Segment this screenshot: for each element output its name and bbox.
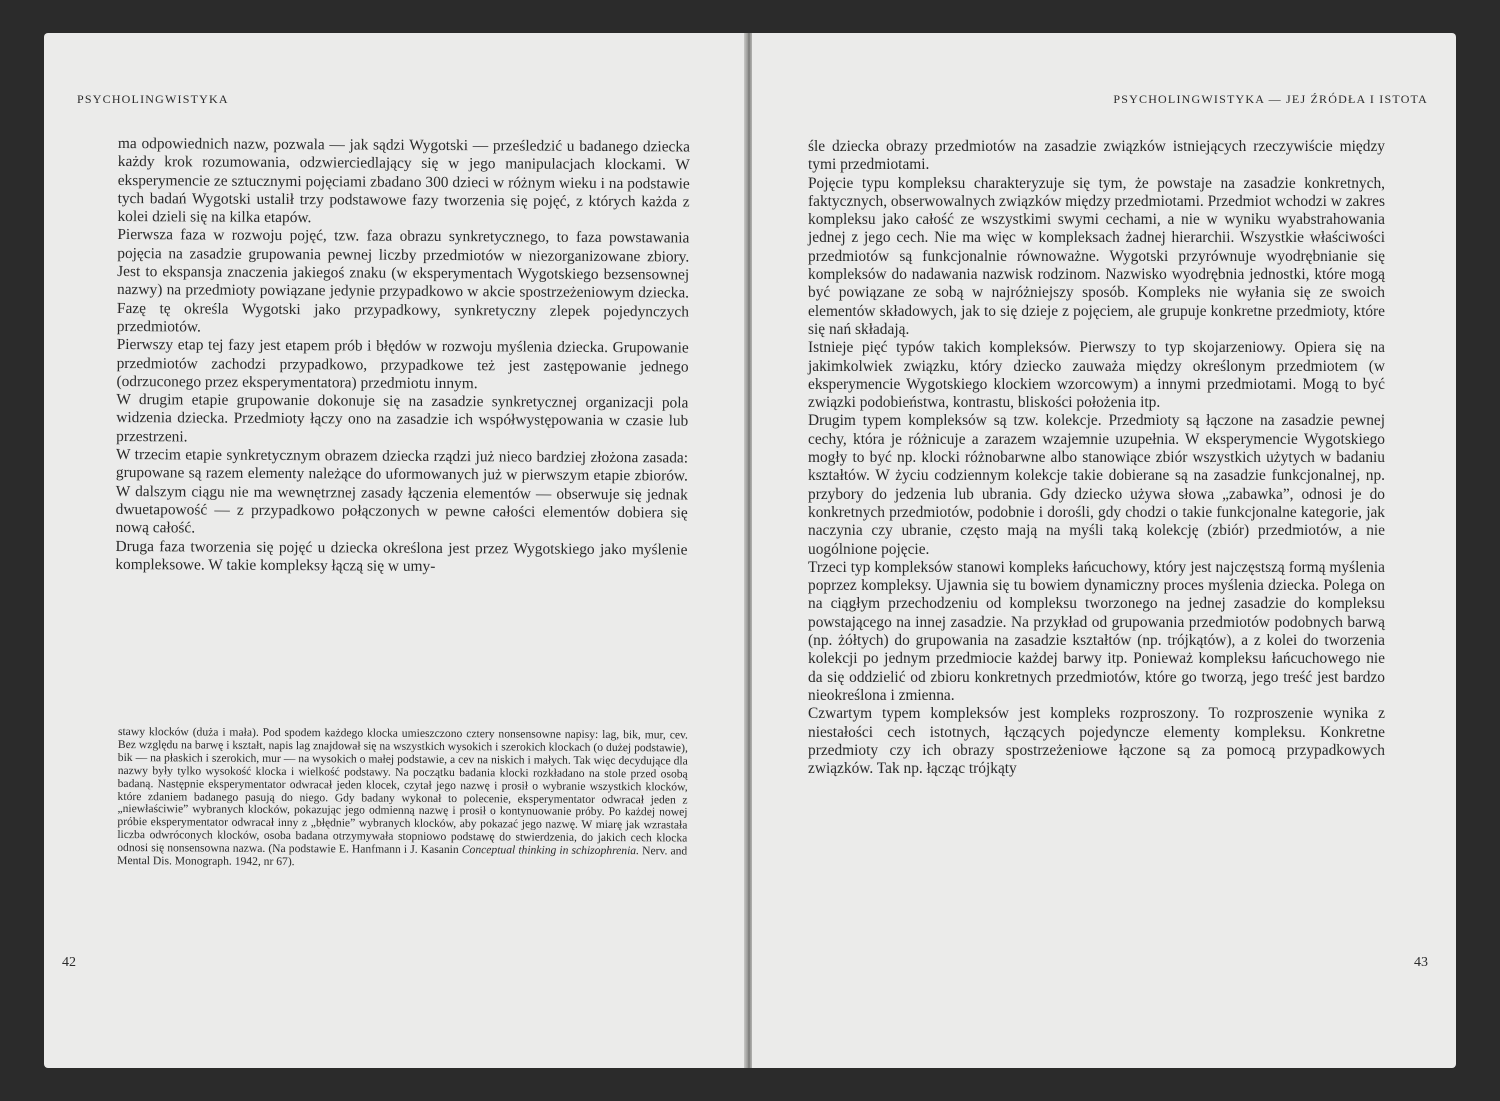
footnote-italic-title: Conceptual thinking in schizophrenia. bbox=[461, 843, 640, 858]
paragraph: Istnieje pięć typów takich kompleksów. Pierwszy to typ skojarzeniowy. Opiera się na jakimkolwiek związku, który dziecko zauważa między określonym przedmiotem (w eksperymencie Wygotskiego klockiem wzorcowym) a innymi przedmiotami. Mogą to być związki podobieństwa, kontrastu, bliskości położenia itp. bbox=[808, 339, 1385, 412]
left-body-text bbox=[115, 135, 690, 578]
paragraph: Pierwsza faza w rozwoju pojęć, tzw. faza obrazu synkretycznego, to faza powstawania pojęcia na zasadzie grupowania pewnej liczby przedmiotów w niezorganizowane zbiory. Jest to ekspansja znaczenia jakiegoś znaku (w eksperymentach Wygotskiego bezsensownej nazwy) na przedmioty powiązane jedynie przypadkowo w akcie spostrzeżeniowym dziecka. Fazę tę określa Wygotski jako przypadkowy, synkretyczny zlepek pojedynczych przedmiotów. bbox=[116, 226, 690, 336]
paragraph: W drugim etapie grupowanie dokonuje się na zasadzie synkretycznej organizacji pola widzenia dziecka. Przedmioty łączy ono na zasadzie ich współwystępowania w czasie lub przestrzeni. bbox=[116, 391, 689, 446]
paragraph: śle dziecka obrazy przedmiotów na zasadzie związków istniejących rzeczywiście między tymi przedmiotami. bbox=[808, 138, 1385, 174]
paragraph: Czwartym typem kompleksów jest kompleks rozproszony. To rozproszenie wynika z niestałości cech istotnych, łączących pojedyncze elementy kompleksu. Konkretne przedmioty czy ich obrazy spostrzeżeniowe łączone są za pomocą przypadkowych związków. Tak np. łącząc trójkąty bbox=[808, 705, 1385, 778]
right-page bbox=[752, 33, 1456, 1068]
running-header-left: PSYCHOLINGWISTYKA bbox=[77, 92, 229, 106]
left-page bbox=[44, 33, 749, 1068]
page-number-right: 43 bbox=[1414, 955, 1428, 970]
paragraph: W trzecim etapie synkretycznym obrazem dziecka rządzi już nieco bardziej złożona zasada: grupowane są razem elementy należące do uformowanych już w pierwszym etapie zbiorów. W dalszym ciągu nie ma wewnętrznej zasady łączenia elementów — obserwuje się jednak dwuetapowość — z przypadkowo połączonych w pewne całości elementów dobiera się nową całość. bbox=[115, 446, 689, 537]
paragraph: Pojęcie typu kompleksu charakteryzuje się tym, że powstaje na zasadzie konkretnych, faktycznych, obserwowalnych związków między przedmiotami. Przedmiot wchodzi w zakres kompleksu jako całość ze wszystkimi swymi cechami, a nie w wyniku wyabstrahowania jednej z jego cech. Nie ma więc w kompleksach żadnej hierarchii. Wszystkie właściwości przedmiotów są funkcjonalnie równoważne. Wygotski przyrównuje wyodrębnianie się kompleksów do nadawania nazwisk rodzinom. Nazwisko wyodrębnia jednostki, które mogą być powiązane ze sobą w najróżniejszy sposób. Kompleks nie wyłania się ze swoich elementów składowych, jak to się dzieje z pojęciem, ale grupuje konkretne przedmioty, które się nań składają. bbox=[808, 174, 1385, 338]
paragraph: Pierwszy etap tej fazy jest etapem prób i błędów w rozwoju myślenia dziecka. Grupowanie przedmiotów zachodzi przypadkowo, przypadkowe też jest zastępowanie jednego (odrzuconego przez eksperymentatora) przedmiotu innym. bbox=[116, 336, 689, 393]
footnote bbox=[117, 726, 688, 871]
paragraph: Druga faza tworzenia się pojęć u dziecka określona jest przez Wygotskiego jako myślenie kompleksowe. W takie kompleksy łączą się w umy- bbox=[115, 537, 688, 575]
footnote-text-end: Nerv. and Mental Dis. Monograph. 1942, nr 67). bbox=[117, 844, 688, 869]
paragraph: Drugim typem kompleksów są tzw. kolekcje. Przedmioty są łączone na zasadzie pewnej cechy, która je różnicuje a zarazem wzajemnie uzupełnia. W eksperymencie Wygotskiego mogły to być np. klocki różnobarwne albo stanowiące zbiór wszystkich użytych w badaniu kształtów. W życiu codziennym kolekcje takie dobierane są na zasadzie funkcjonalnej, np. przybory do jedzenia lub ubrania. Gdy dziecko używa słowa „zabawka”, odnosi je do konkretnych przedmiotów, podobnie i dorośli, gdy chodzi o takie funkcjonalne kategorie, jak naczynia czy ubranie, często mają na myśli taką kolekcję (zbiór) przedmiotów, a nie uogólnione pojęcie. bbox=[808, 412, 1385, 558]
footnote-text: stawy klocków (duża i mała). Pod spodem każdego klocka umieszczono cztery nonsensowne napisy: lag, bik, mur, cev. Bez względu na barwę i kształt, napis lag znajdował się na wszystkich wysokich i szerokich klockach (o dużej podstawie), bik — na płaskich i szerokich, mur — na wysokich o małej podstawie, a cev na niskich i małych. Tak więc decydujące dla nazwy były tylko wysokość klocka i wielkość podstawy. Na początku badania klocki rozkładano na stole przed osobą badaną. Następnie eksperymentator odwracał jeden klocek, czytał jego nazwę i prosił o wybranie wszystkich klocków, które zdaniem badanego pasują do niego. Gdy badany wykonał to polecenie, eksperymentator odwracał jeden z „niewłaściwie” wybranych klocków, pokazując jego odmienną nazwę i prosił o kontynuowanie próby. Po każdej nowej próbie eksperymentator odwracał inny z „błędnie” wybranych klocków, aby pokazać jego nazwę. W miarę jak wzrastała liczba odwróconych klocków, osoba badana otrzymywała stopniowo podstawę do stwierdzenia, do jakich cech klocka odnosi się nonsensowna nazwa. (Na podstawie E. Hanfmann i J. Kasanin bbox=[117, 725, 688, 857]
page-number-left: 42 bbox=[62, 955, 76, 970]
right-body-text bbox=[808, 138, 1385, 778]
paragraph: Trzeci typ kompleksów stanowi kompleks łańcuchowy, który jest najczęstszą formą myślenia poprzez kompleksy. Ujawnia się tu bowiem dynamiczny proces myślenia dziecka. Polega on na ciągłym przechodzeniu od kompleksu tworzonego na jednej zasadzie do kompleksu powstającego na innej zasadzie. Na przykład od grupowania przedmiotów podobnych barwą (np. żółtych) do grupowania na zasadzie kształtów (np. trójkątów), a z kolei do tworzenia kolekcji po jednym przedmiocie każdej barwy itp. Ponieważ kompleksu łańcuchowego nie da się oddzielić od zbioru konkretnych przedmiotów, które go tworzą, jego treść jest bardzo nieokreślona i zmienna. bbox=[808, 558, 1385, 704]
paragraph: ma odpowiednich nazw, pozwala — jak sądzi Wygotski — prześledzić u badanego dziecka każdy krok rozumowania, odzwierciedlający się w jego manipulacjach klockami. W eksperymencie ze sztucznymi pojęciami zbadano 300 dzieci w różnym wieku i na podstawie tych badań Wygotski ustalił trzy podstawowe fazy tworzenia się pojęć, z których każda z kolei dzieli się na kilka etapów. bbox=[117, 135, 690, 227]
running-header-right: PSYCHOLINGWISTYKA — JEJ ŹRÓDŁA I ISTOTA bbox=[1113, 92, 1428, 106]
